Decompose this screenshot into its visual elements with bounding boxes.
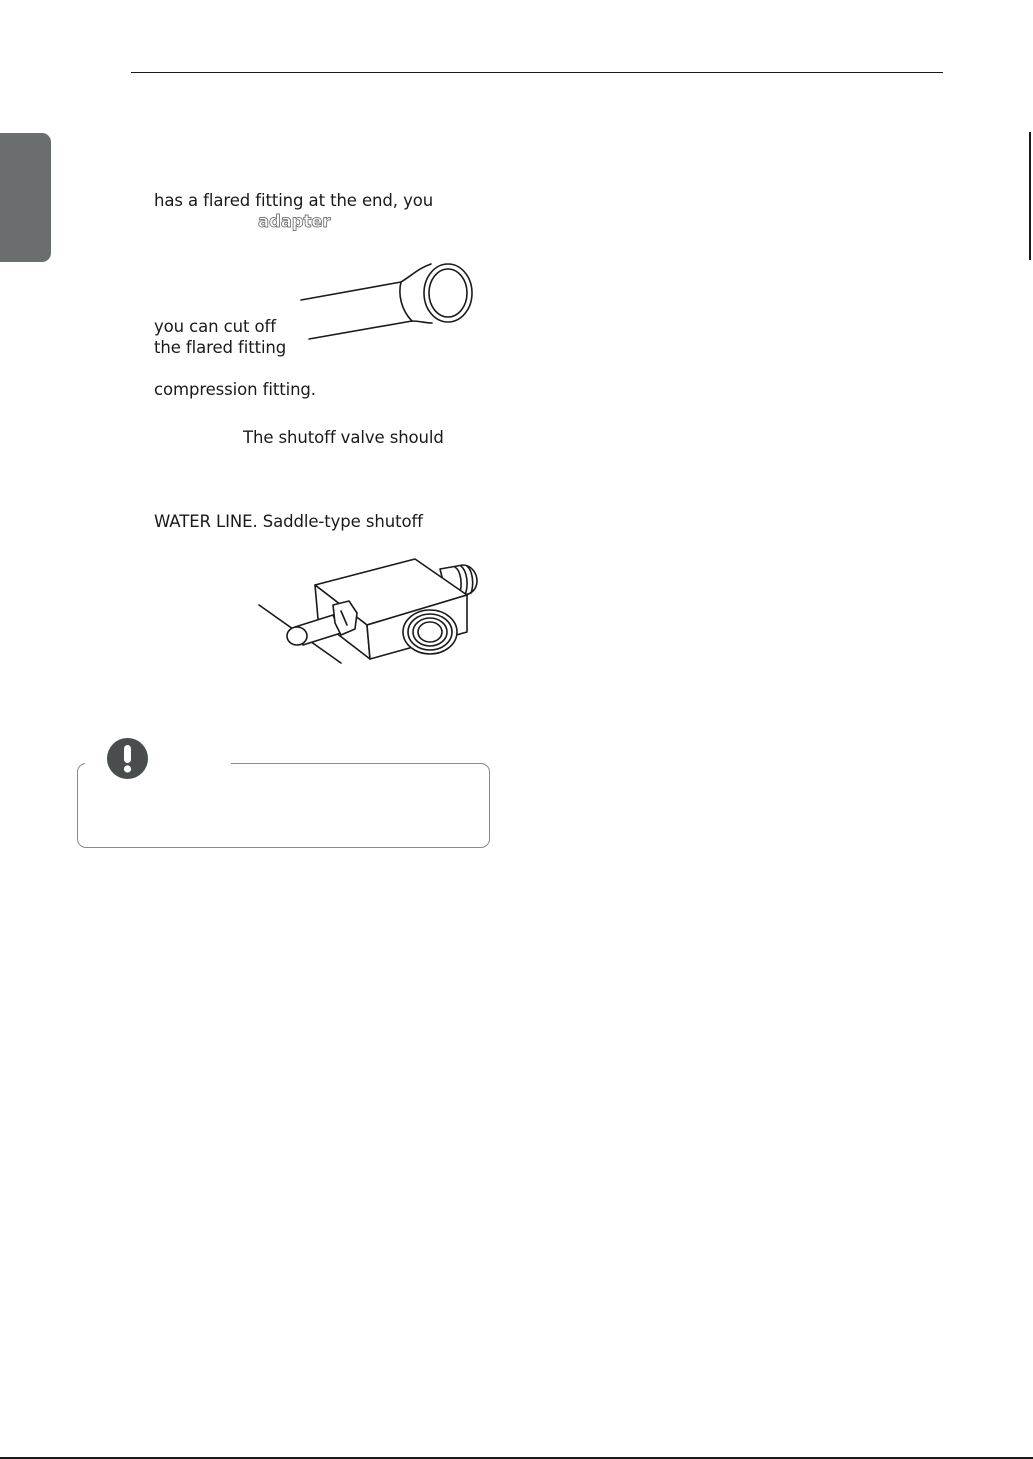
text-line-water-line: WATER LINE. Saddle-type shutoff: [154, 512, 423, 531]
margin-marker: [1029, 132, 1031, 260]
flared-tube-illustration: [295, 258, 480, 346]
text-line-flared-fitting-cut: the flared fitting: [154, 338, 287, 357]
section-side-tab: [0, 133, 51, 262]
text-line-flared-fitting: has a flared fitting at the end, you: [154, 191, 434, 210]
adapter-label: adapter: [258, 212, 331, 231]
exclamation-icon: [107, 738, 148, 779]
header-rule: [131, 72, 943, 73]
text-line-compression-fitting: compression fitting.: [154, 380, 316, 399]
shutoff-valve-illustration: [255, 555, 490, 670]
text-line-shutoff-valve: The shutoff valve should: [243, 428, 444, 447]
text-line-cut-off: you can cut off: [154, 317, 276, 336]
